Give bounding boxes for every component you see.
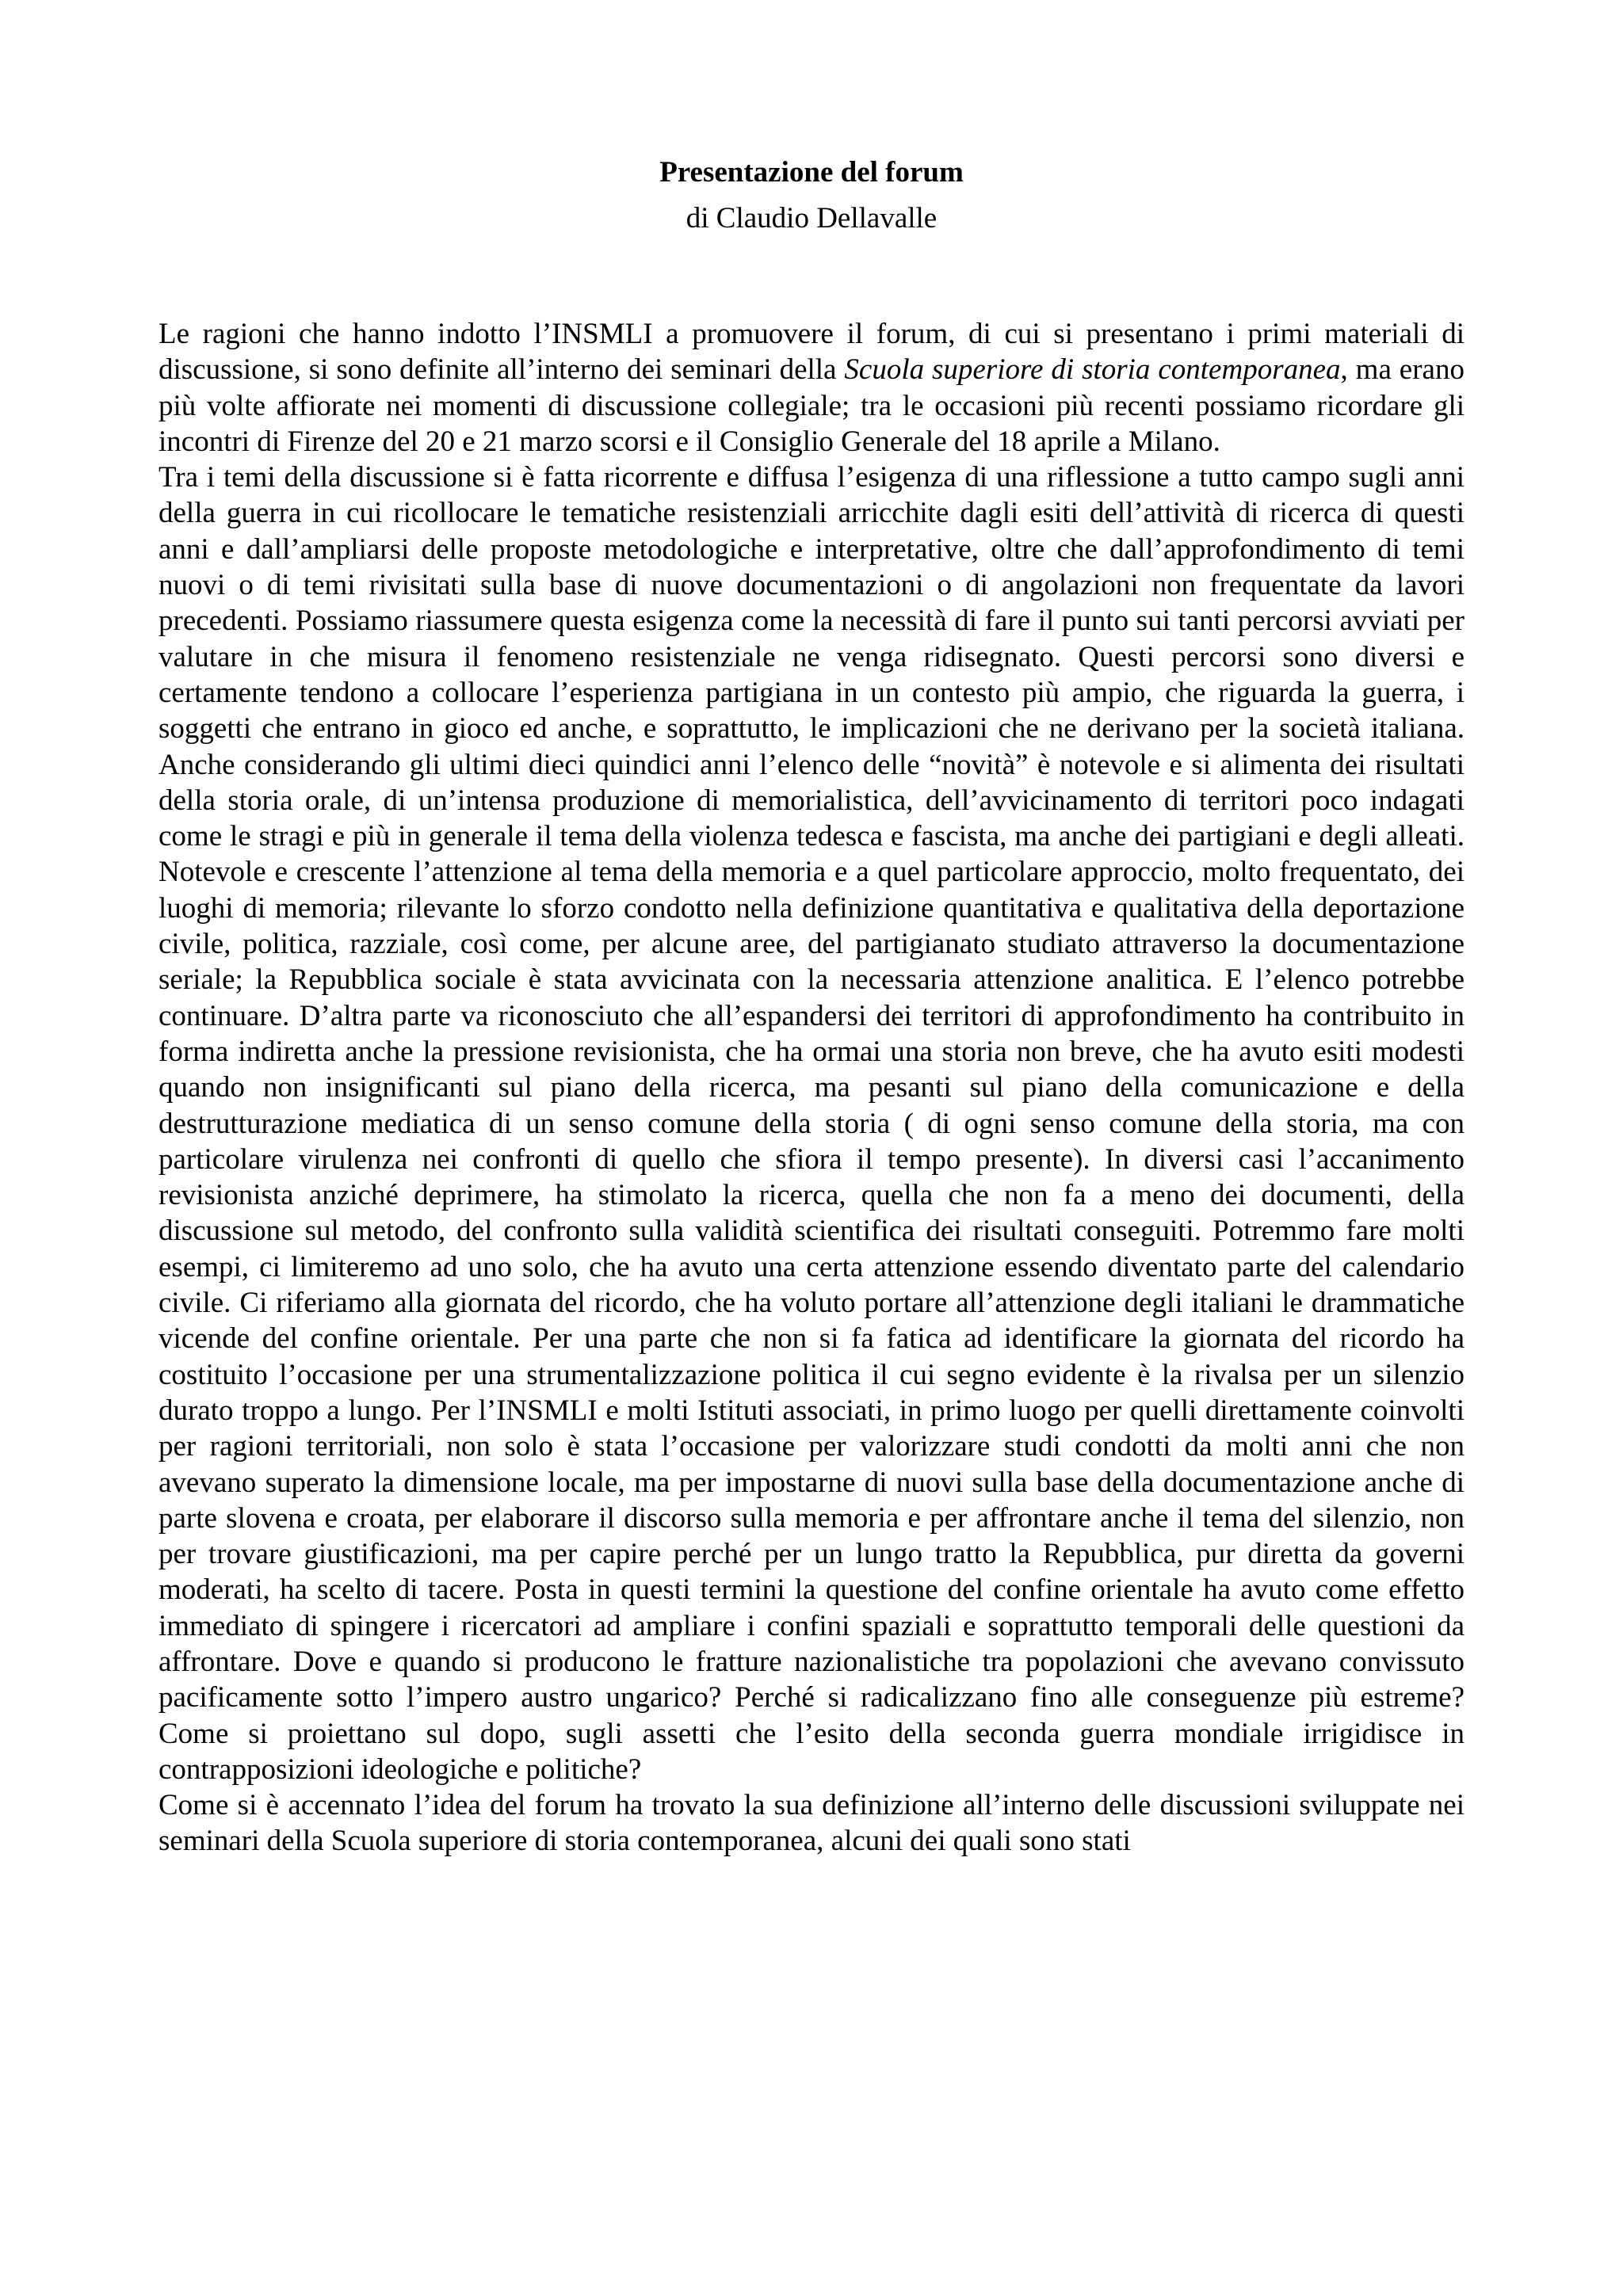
paragraph-1 <box>158 316 1465 460</box>
paragraph-3: Come si è accennato l’idea del forum ha trovato la sua definizione all’interno delle discussioni sviluppate nei seminari della Scuola superiore di storia contemporanea, alcuni dei quali sono stati <box>158 1789 1465 1858</box>
document-title: Presentazione del forum <box>659 156 964 189</box>
document-body <box>158 316 1465 1859</box>
paragraph-1-text-a: Le ragioni che hanno indotto l’INSMLI a promuovere il forum, di cui si presentano i primi materiali di discussione, si sono definite all’interno dei seminari della <box>158 318 1465 387</box>
document-page <box>158 154 1465 1859</box>
paragraph-2: Tra i temi della discussione si è fatta ricorrente e diffusa l’esigenza di una riflessione a tutto campo sugli anni della guerra in cui ricollocare le tematiche resistenziali arricchite dagli esiti dell’attività di ricerca di questi anni e dall’ampliarsi delle proposte metodologiche e interpretative, oltre che dall’approfondimento di temi nuovi o di temi rivisitati sulla base di nuove documentazioni o di angolazioni non frequentate da lavori precedenti. Possiamo riassumere questa esigenza come la necessità di fare il punto sui tanti percorsi avviati per valutare in che misura il fenomeno resistenziale ne venga ridisegnato. Questi percorsi sono diversi e certamente tendono a collocare l’esperienza partigiana in un contesto più ampio, che riguarda la guerra, i soggetti che entrano in gioco ed anche, e soprattutto, le implicazioni che ne derivano per la società italiana. Anche considerando gli ultimi dieci quindici anni l’elenco delle “novità” è notevole e si alimenta dei risultati della storia orale, di un’intensa produzione di memorialistica, dell’avvicinamento di territori poco indagati come le stragi e più in generale il tema della violenza tedesca e fascista, ma anche dei partigiani e degli alleati. Notevole e crescente l’attenzione al tema della memoria e a quel particolare approccio, molto frequentato, dei luoghi di memoria; rilevante lo sforzo condotto nella definizione quantitativa e qualitativa della deportazione civile, politica, razziale, così come, per alcune aree, del partigianato studiato attraverso la documentazione seriale; la Repubblica sociale è stata avvicinata con la necessaria attenzione analitica. E l’elenco potrebbe continuare. D’altra parte va riconosciuto che all’espandersi dei territori di approfondimento ha contribuito in forma indiretta anche la pressione revisionista, che ha ormai una storia non breve, che ha avuto esiti modesti quando non insignificanti sul piano della ricerca, ma pesanti sul piano della comunicazione e della destrutturazione mediatica di un senso comune della storia ( di ogni senso comune della storia, ma con particolare virulenza nei confronti di quello che sfiora il tempo presente). In diversi casi l’accanimento revisionista anziché deprimere, ha stimolato la ricerca, quella che non fa a meno dei documenti, della discussione sul metodo, del confronto sulla validità scientifica dei risultati conseguiti. Potremmo fare molti esempi, ci limiteremo ad uno solo, che ha avuto una certa attenzione essendo diventato parte del calendario civile. Ci riferiamo alla giornata del ricordo, che ha voluto portare all’attenzione degli italiani le drammatiche vicende del confine orientale. Per una parte che non si fa fatica ad identificare la giornata del ricordo ha costituito l’occasione per una strumentalizzazione politica il cui segno evidente è la rivalsa per un silenzio durato troppo a lungo. Per l’INSMLI e molti Istituti associati, in primo luogo per quelli direttamente coinvolti per ragioni territoriali, non solo è stata l’occasione per valorizzare studi condotti da molti anni che non avevano superato la dimensione locale, ma per impostarne di nuovi sulla base della documentazione anche di parte slovena e croata, per elaborare il discorso sulla memoria e per affrontare anche il tema del silenzio, non per trovare giustificazioni, ma per capire perché per un lungo tratto la Repubblica, pur diretta da governi moderati, ha scelto di tacere. Posta in questi termini la questione del confine orientale ha avuto come effetto immediato di spingere i ricercatori ad ampliare i confini spaziali e soprattutto temporali delle questioni da affrontare. Dove e quando si producono le fratture nazionalistiche tra popolazioni che avevano convissuto pacificamente sotto l’impero austro ungarico? Perché si radicalizzano fino alle conseguenze più estreme? Come si proiettano sul dopo, sugli assetti che l’esito della seconda guerra mondiale irrigidisce in contrapposizioni ideologiche e politiche? <box>158 461 1465 1786</box>
paragraph-1-text-b: , ma erano più volte affiorate nei momenti di discussione collegiale; tra le occasioni più recenti possiamo ricordare gli incontri di Firenze del 20 e 21 marzo scorsi e il Consiglio Generale del 18 aprile a Milano. <box>158 353 1465 458</box>
paragraph-1-italic-school-name: Scuola superiore di storia contemporanea <box>844 353 1341 387</box>
document-author: di Claudio Dellavalle <box>685 202 938 235</box>
